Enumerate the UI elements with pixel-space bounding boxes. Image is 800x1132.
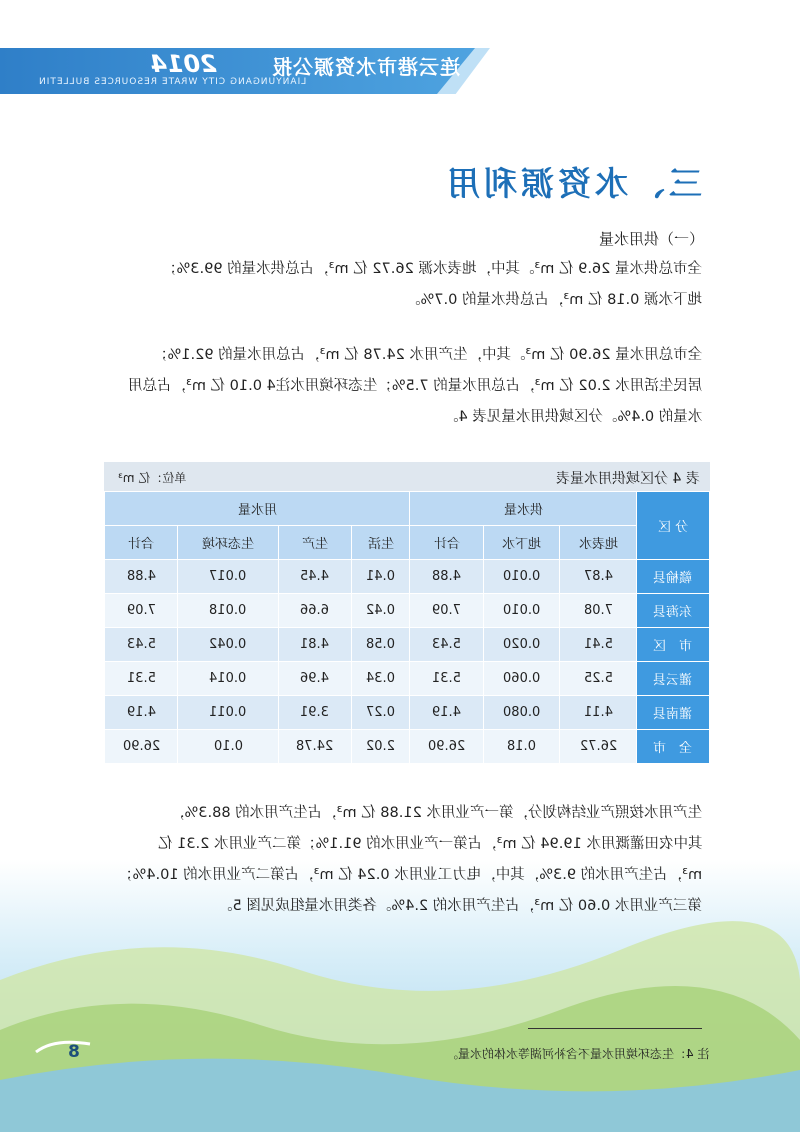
col-header: 地下水 xyxy=(483,526,560,560)
header-year: 2014 xyxy=(150,50,217,78)
table-cell: 0.042 xyxy=(178,628,278,662)
table-cell: 0.010 xyxy=(483,594,560,628)
table-cell: 3.91 xyxy=(278,696,351,730)
table-cell: 4.19 xyxy=(410,696,483,730)
table-cell: 2.02 xyxy=(352,730,410,764)
table-row xyxy=(105,662,710,696)
table-cell: 0.011 xyxy=(178,696,278,730)
section-subtitle: （一）供用水量 xyxy=(598,230,704,248)
table-cell: 0.017 xyxy=(178,560,278,594)
col-header: 生态环境 xyxy=(178,526,278,560)
water-table xyxy=(104,491,710,764)
col-header: 生活 xyxy=(352,526,410,560)
supply-group-header: 供水量 xyxy=(410,492,637,526)
paragraph-supply: 全市总供水量 26.9 亿 m³。其中，地表水源 26.72 亿 m³，占总供水量的 99.3%； 地下水源 0.18 亿 m³，占总供水量的 0.7%。 xyxy=(162,261,702,308)
table-cell: 4.96 xyxy=(278,662,351,696)
region-cell: 灌云县 xyxy=(637,662,710,696)
table-cell: 5.31 xyxy=(410,662,483,696)
region-cell: 东海县 xyxy=(637,594,710,628)
region-cell: 市 区 xyxy=(637,628,710,662)
table-cell: 4.81 xyxy=(278,628,351,662)
table-cell: 7.08 xyxy=(560,594,637,628)
table-cell: 4.87 xyxy=(560,560,637,594)
col-header: 合计 xyxy=(410,526,483,560)
region-cell: 灌南县 xyxy=(637,696,710,730)
table-cell: 5.43 xyxy=(105,628,178,662)
table-cell: 4.88 xyxy=(410,560,483,594)
page-swoosh-icon xyxy=(34,1030,94,1060)
header-title: 连云港市水资源公报 xyxy=(271,55,460,79)
table-cell: 0.010 xyxy=(483,560,560,594)
table-cell: 5.25 xyxy=(560,662,637,696)
header-english-title: LIANYUNGANG CITY WRATE RESOURCES BULLETIN xyxy=(38,77,307,87)
table-row xyxy=(105,628,710,662)
table-row xyxy=(105,696,710,730)
table-cell: 0.10 xyxy=(178,730,278,764)
col-header: 地表水 xyxy=(560,526,637,560)
col-header: 合计 xyxy=(105,526,178,560)
footnote: 注 4：生态环境用水量不含补河湖等水体的水量。 xyxy=(446,1047,710,1061)
region-cell: 赣榆县 xyxy=(637,560,710,594)
table-cell: 5.31 xyxy=(105,662,178,696)
table-cell: 0.18 xyxy=(483,730,560,764)
table-row xyxy=(105,560,710,594)
table-cell: 5.43 xyxy=(410,628,483,662)
paragraph-use: 全市总用水量 26.90 亿 m³。其中，生产用水 24.78 亿 m³，占总用水量的 92.1%； 居民生活用水 2.02 亿 m³，占总用水量的 7.5%；生态环境用水注4 0.10 亿 m³，占总用 水量的 0.4%。分区域供用水量见表 4。 xyxy=(127,347,702,425)
table-caption: 表 4 分区域供用水量表 xyxy=(556,471,700,487)
table-cell: 0.060 xyxy=(483,662,560,696)
footnote-divider xyxy=(528,1028,702,1029)
table-cell: 26.90 xyxy=(410,730,483,764)
table-cell: 5.41 xyxy=(560,628,637,662)
table-row xyxy=(105,594,710,628)
region-cell: 全 市 xyxy=(637,730,710,764)
table-caption-bar xyxy=(104,462,710,491)
table-unit: 单位：亿 m³ xyxy=(118,471,187,485)
table-cell: 0.014 xyxy=(178,662,278,696)
table-cell: 7.09 xyxy=(105,594,178,628)
table-cell: 26.72 xyxy=(560,730,637,764)
use-group-header: 用水量 xyxy=(105,492,410,526)
table-cell: 7.09 xyxy=(410,594,483,628)
paragraph-production: 生产用水按照产业结构划分，第一产业用水 21.88 亿 m³，占生产用水的 88.3%， 其中农田灌溉用水 19.94 亿 m³，占第一产业用水的 91.1%；第二产业用水 2.31 亿 m³，占生产用水的 9.3%，其中，电力工业用水 0.24 亿 m³，占第二产业用水的 10.4%； 第三产业用水 0.60 亿 m³，占生产用水的 2.4%。各类用水量组成见图 5。 xyxy=(117,805,702,914)
table-cell: 0.34 xyxy=(352,662,410,696)
table-cell: 4.11 xyxy=(560,696,637,730)
table-cell: 26.90 xyxy=(105,730,178,764)
table-cell: 0.018 xyxy=(178,594,278,628)
table-cell: 6.66 xyxy=(278,594,351,628)
region-header: 分 区 xyxy=(637,492,710,560)
table-cell: 0.42 xyxy=(352,594,410,628)
col-header: 生产 xyxy=(278,526,351,560)
table-cell: 0.27 xyxy=(352,696,410,730)
table-cell: 0.020 xyxy=(483,628,560,662)
table-cell: 4.45 xyxy=(278,560,351,594)
page-number: 8 xyxy=(68,1042,80,1062)
table-cell: 0.080 xyxy=(483,696,560,730)
table-cell: 24.78 xyxy=(278,730,351,764)
table-cell: 0.41 xyxy=(352,560,410,594)
table-cell: 4.88 xyxy=(105,560,178,594)
table-cell: 0.58 xyxy=(352,628,410,662)
section-title: 三、水资源利用 xyxy=(443,164,702,203)
table-cell: 4.19 xyxy=(105,696,178,730)
table-row xyxy=(105,730,710,764)
